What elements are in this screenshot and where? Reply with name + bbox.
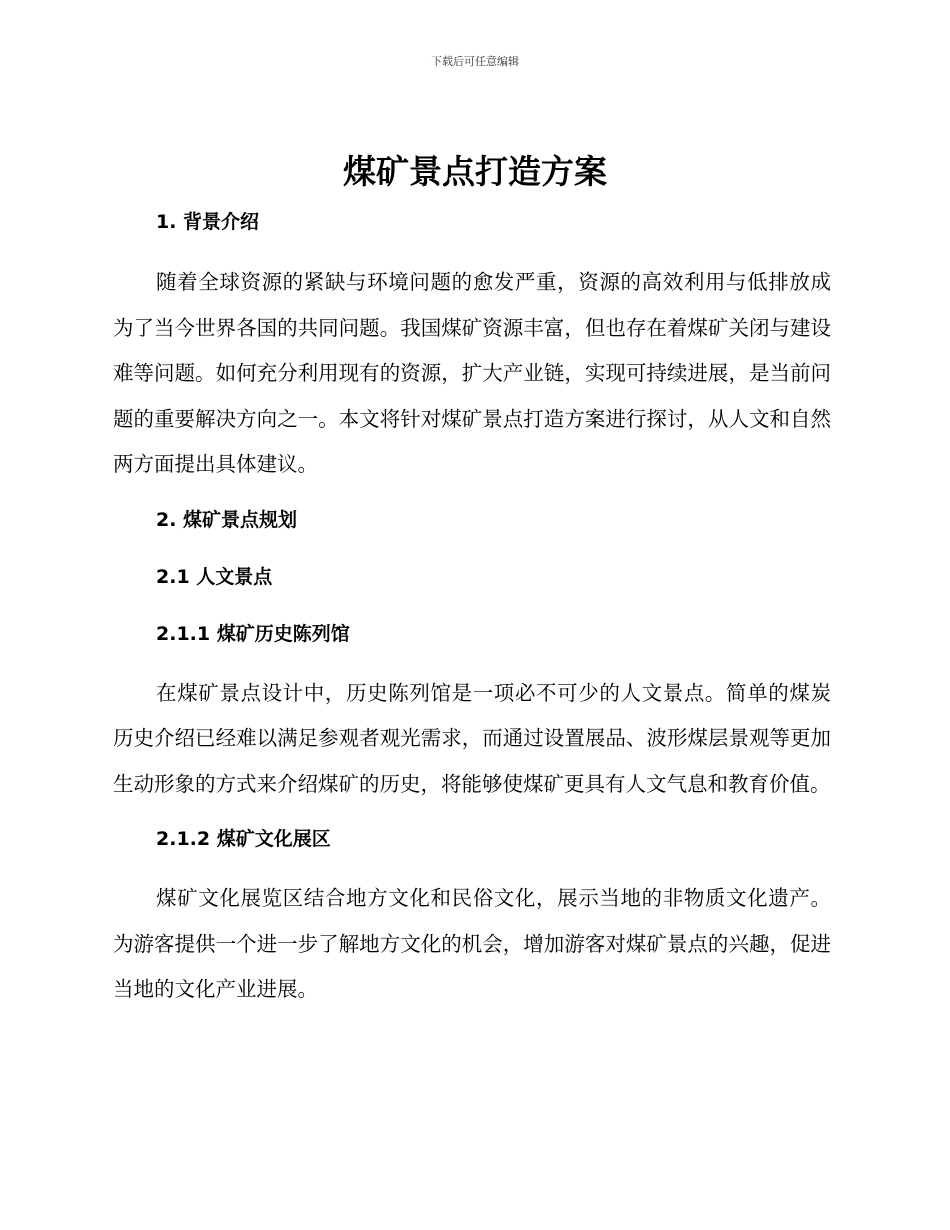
header-note: 下载后可任意编辑 <box>431 55 519 68</box>
document-body <box>113 202 831 1013</box>
section-heading-planning: 2. 煤矿景点规划 <box>156 508 298 531</box>
paragraph-culture-exhibition: 煤矿文化展览区结合地方文化和民俗文化，展示当地的非物质文化遗产。为游客提供一个进一步了解地方文化的机会，增加游客对煤矿景点的兴趣，促进当地的文化产业进展。 <box>113 886 831 1001</box>
document-title: 煤矿景点打造方案 <box>343 152 607 191</box>
section-heading-background: 1. 背景介绍 <box>156 211 260 233</box>
section-heading-culture-exhibition: 2.1.2 煤矿文化展区 <box>156 828 331 850</box>
paragraph-background: 随着全球资源的紧缺与环境问题的愈发严重，资源的高效利用与低排放成为了当今世界各国的共同问题。我国煤矿资源丰富，但也存在着煤矿关闭与建设难等问题。如何充分利用现有的资源，扩大产业链，实现可持续进展，是当前问题的重要解决方向之一。本文将针对煤矿景点打造方案进行探讨，从人文和自然两方面提出具体建议。 <box>113 270 831 476</box>
section-heading-cultural-sites: 2.1 人文景点 <box>156 565 273 588</box>
paragraph-history-museum: 在煤矿景点设计中，历史陈列馆是一项必不可少的人文景点。简单的煤炭历史介绍已经难以满足参观者观光需求，而通过设置展品、波形煤层景观等更加生动形象的方式来介绍煤矿的历史，将能够使煤矿更具有人文气息和教育价值。 <box>113 680 831 796</box>
section-heading-history-museum: 2.1.1 煤矿历史陈列馆 <box>156 622 350 645</box>
